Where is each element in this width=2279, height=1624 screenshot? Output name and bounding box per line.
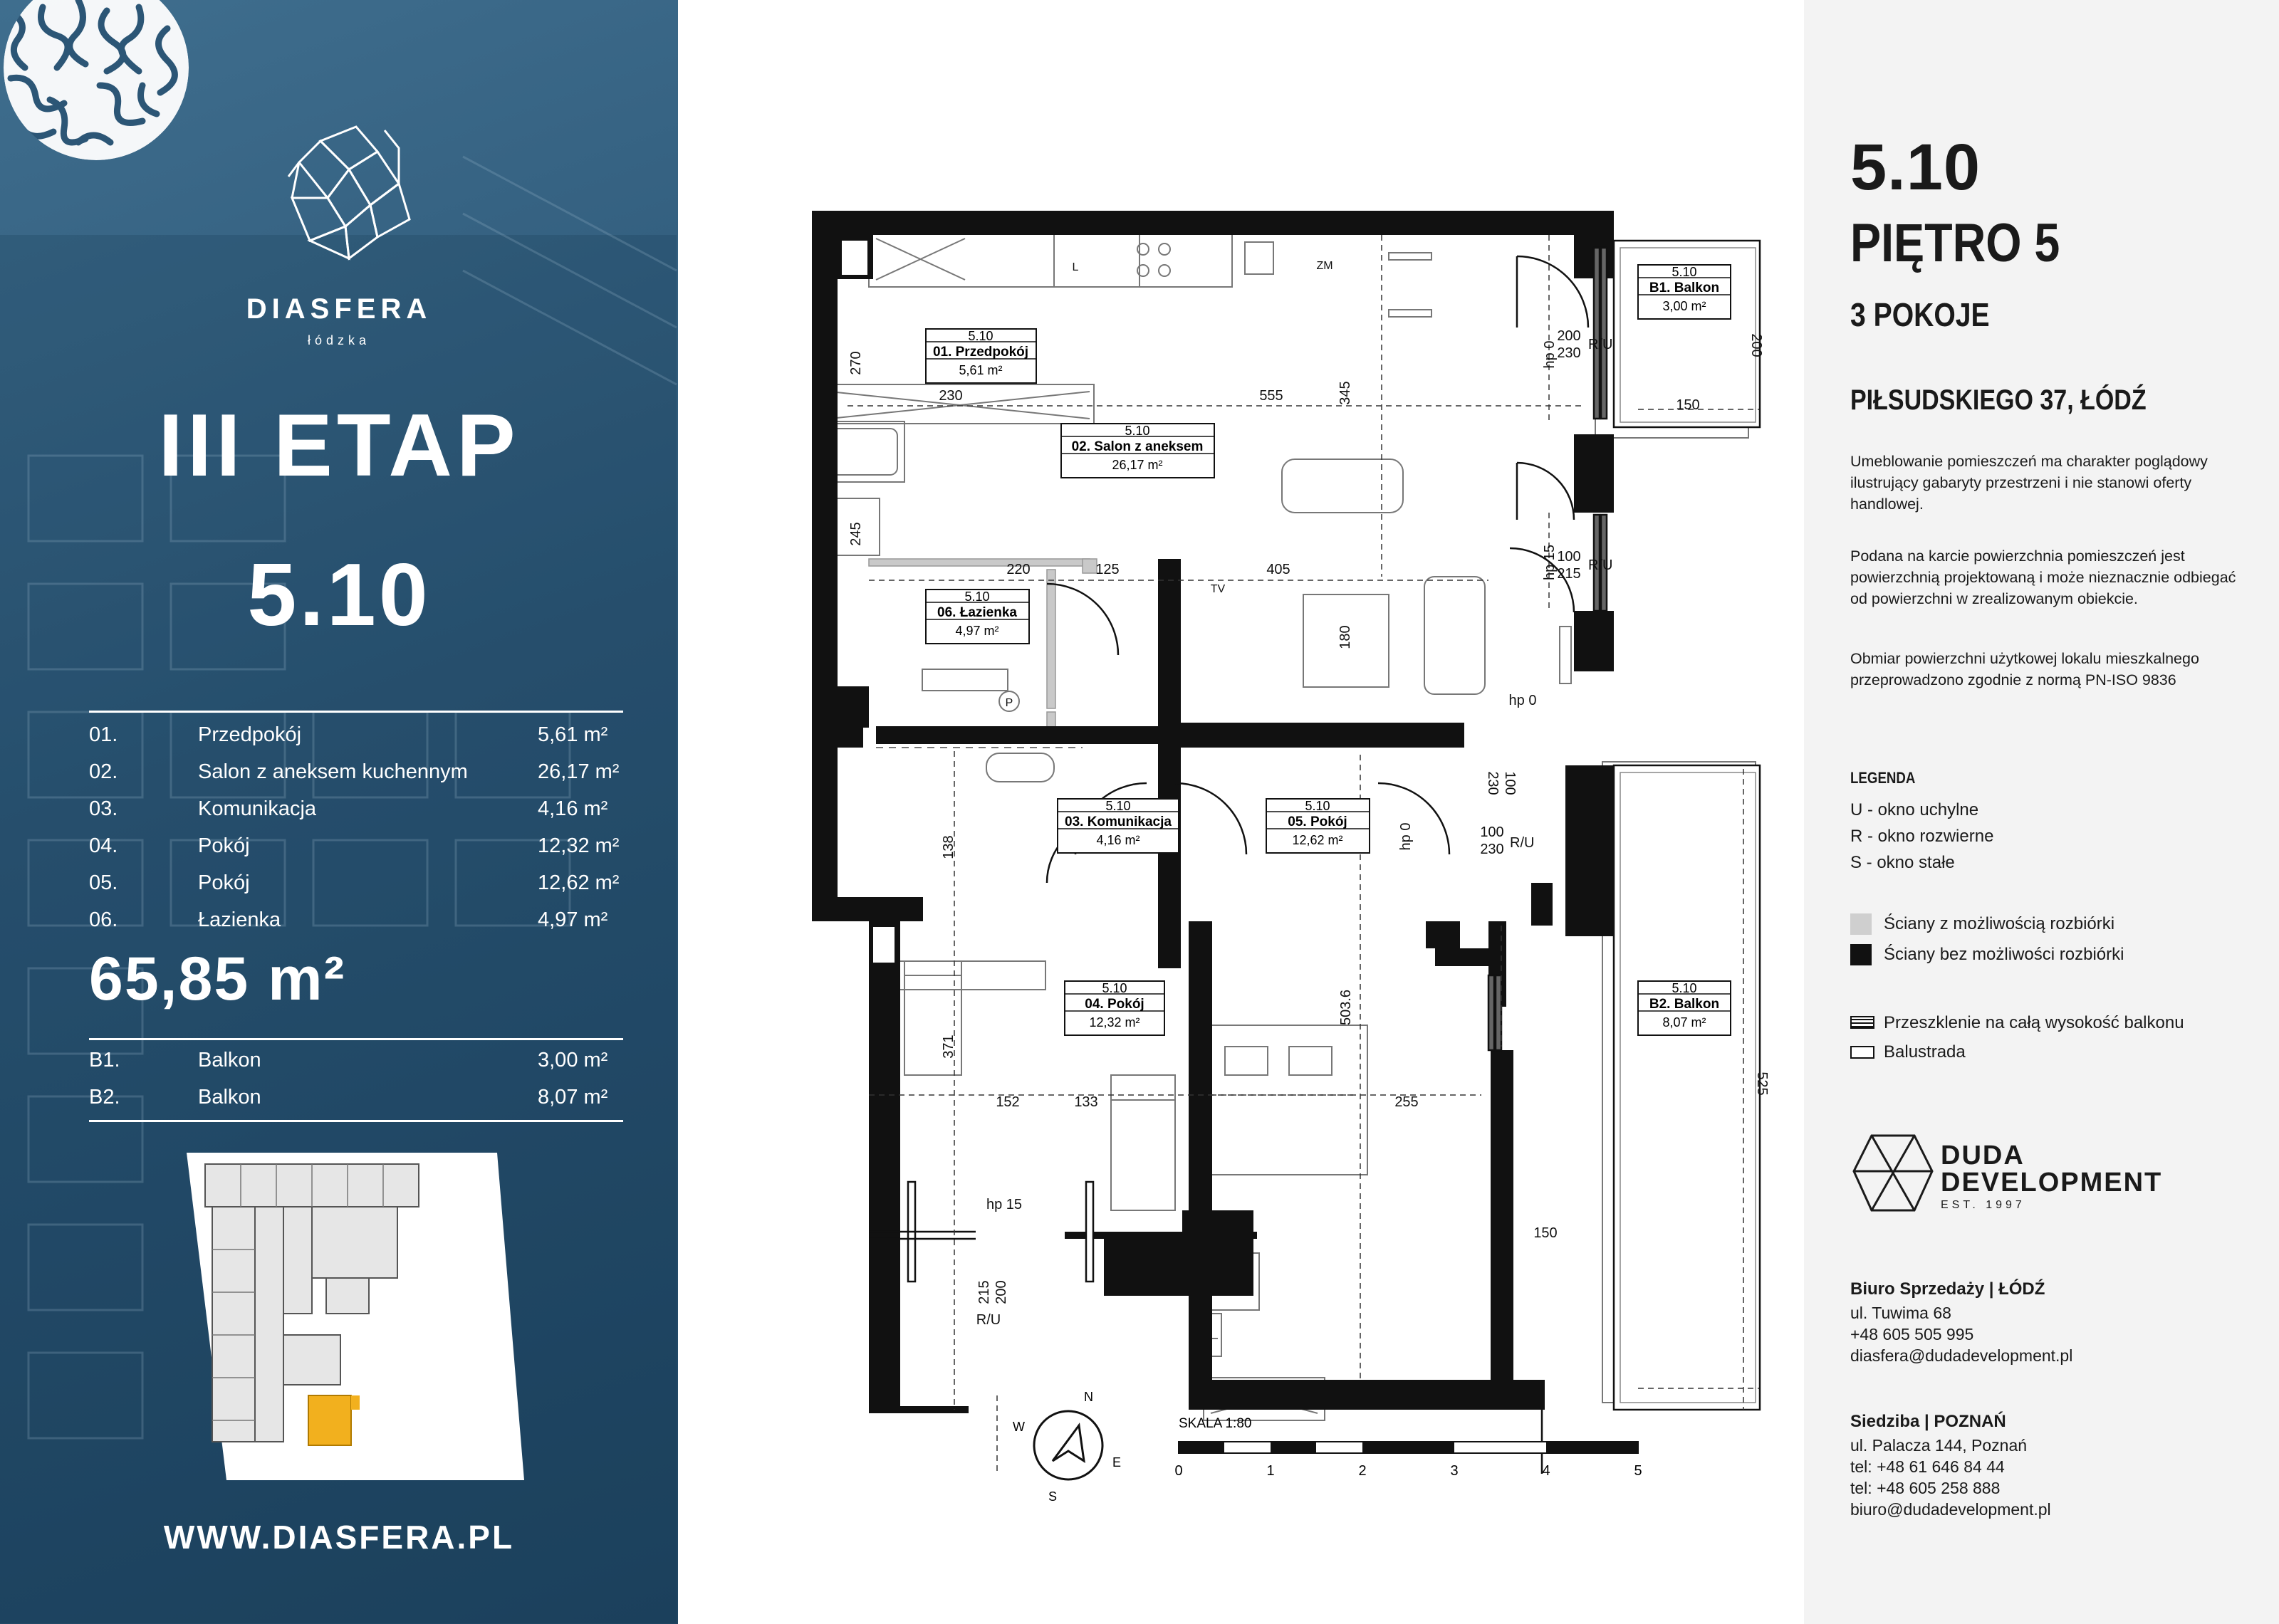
room-area: 12,62 m² <box>538 871 620 894</box>
threshold-label: hp 0 <box>1542 340 1558 369</box>
compass-w: W <box>1013 1420 1025 1434</box>
room-name: Pokój <box>198 834 250 857</box>
threshold-label: hp 15 <box>1542 544 1558 581</box>
room-area: 4,16 m² <box>538 797 608 820</box>
website-link[interactable]: WWW.DIASFERA.PL <box>163 1519 515 1556</box>
room-label-area: 3,00 m² <box>1662 299 1706 313</box>
dimension-value: 133 <box>1074 1094 1098 1110</box>
room-number: 03. <box>89 797 118 820</box>
office-line: ul. Palacza 144, Poznań <box>1850 1436 2028 1455</box>
window-type: R/U <box>1588 557 1613 573</box>
balcony-name: Balkon <box>198 1049 261 1072</box>
divider <box>89 1120 623 1122</box>
room-label-area: 12,62 m² <box>1292 833 1343 847</box>
room-label-area: 26,17 m² <box>1112 458 1163 472</box>
pattern-circle-icon <box>4 0 189 160</box>
room-name: Komunikacja <box>198 797 317 820</box>
brand-name: DIASFERA <box>246 293 432 325</box>
balcony-name: Balkon <box>198 1086 261 1109</box>
balustrade-swatch <box>1850 1046 1874 1059</box>
balcony-number: B2. <box>89 1086 120 1109</box>
office-line: ul. Tuwima 68 <box>1850 1304 1951 1322</box>
scale-tick: 3 <box>1450 1463 1459 1479</box>
compass-icon <box>1013 1390 1121 1504</box>
window-type: R/U <box>1588 337 1613 352</box>
floor-plan <box>776 171 1788 1516</box>
room-name: Łazienka <box>198 908 281 931</box>
dimension-value: 100 <box>1480 824 1504 840</box>
disclaimer-note: Podana na karcie powierzchnia pomieszczeń jest powierzchnią projektowaną i może nieznacznie odbiegać od powierzchni w zrealizowanym obiekcie. <box>1850 548 2236 607</box>
unit-number: 5.10 <box>1850 131 1981 204</box>
office-phone[interactable]: tel: +48 61 646 84 44 <box>1850 1457 2005 1476</box>
dimension-value: 270 <box>848 351 864 375</box>
office-phone[interactable]: +48 605 505 995 <box>1850 1325 1974 1343</box>
room-label-unit: 5.10 <box>964 590 990 604</box>
threshold-label: hp 0 <box>1508 693 1537 708</box>
dimension-value: 200 <box>1557 328 1581 344</box>
dimension-value: 200 <box>994 1280 1009 1304</box>
dimension-value: 230 <box>1485 771 1501 795</box>
dimension-value: 215 <box>976 1280 992 1304</box>
legend-item: Balustrada <box>1884 1042 1966 1062</box>
rooms-count: 3 POKOJE <box>1850 296 1990 333</box>
legend-item: U - okno uchylne <box>1850 800 1979 819</box>
room-name: Przedpokój <box>198 723 302 746</box>
shafts <box>842 241 895 963</box>
glazing-swatch <box>1850 1016 1874 1029</box>
room-number: 02. <box>89 760 118 783</box>
window-type: R/U <box>1510 835 1535 851</box>
scale-tick: 1 <box>1266 1463 1275 1479</box>
unit-number: 5.10 <box>247 546 431 644</box>
room-area: 5,61 m² <box>538 723 608 746</box>
dishwasher-label: ZM <box>1316 260 1333 272</box>
legend-title: LEGENDA <box>1850 769 1916 787</box>
room-label-unit: 5.10 <box>1305 799 1330 813</box>
dimension-value: 345 <box>1337 381 1353 405</box>
room-label-name: 04. Pokój <box>1085 997 1144 1012</box>
divider <box>89 1038 623 1040</box>
room-label-balkon-b1 <box>1638 265 1731 319</box>
room-label-unit: 5.10 <box>1672 265 1697 279</box>
company-est: EST. 1997 <box>1941 1199 2025 1211</box>
compass-s: S <box>1048 1489 1058 1504</box>
room-label-area: 8,07 m² <box>1662 1015 1706 1030</box>
office-title: Biuro Sprzedaży | ŁÓDŹ <box>1850 1279 2045 1299</box>
structural-walls <box>812 211 1614 1413</box>
dimension-value: 230 <box>1557 345 1581 361</box>
right-panel <box>1804 0 2279 1624</box>
dimension-value: 100 <box>1502 771 1518 795</box>
compass-n: N <box>1084 1390 1093 1404</box>
dimension-value: 138 <box>941 835 956 859</box>
company-name-line1: DUDA <box>1941 1141 2025 1170</box>
room-area: 4,97 m² <box>538 908 608 931</box>
room-label-name: 01. Przedpokój <box>932 345 1029 360</box>
legend-item: Ściany bez możliwości rozbiórki <box>1884 945 2124 964</box>
dimension-value: 230 <box>939 388 963 404</box>
room-label-balkon-b2 <box>1638 981 1731 1035</box>
removable-wall-swatch <box>1850 913 1872 935</box>
dimension-value: 503.6 <box>1338 989 1354 1026</box>
washer-label: P <box>1005 697 1013 709</box>
window-type: R/U <box>976 1312 1001 1328</box>
scale-tick: 4 <box>1542 1463 1550 1479</box>
dimension-value: 525 <box>1754 1072 1770 1096</box>
room-label-lazienka <box>926 590 1029 644</box>
duda-development-logo-icon <box>1850 1132 1936 1217</box>
dimension-value: 215 <box>1557 566 1581 582</box>
dimension-value: 255 <box>1394 1094 1419 1110</box>
room-label-area: 5,61 m² <box>959 363 1003 377</box>
scale-tick: 2 <box>1358 1463 1367 1479</box>
dimension-value: 371 <box>941 1034 956 1059</box>
office-email[interactable]: biuro@dudadevelopment.pl <box>1850 1500 2051 1519</box>
address: PIŁSUDSKIEGO 37, ŁÓDŹ <box>1850 384 2147 416</box>
disclaimer-note: Umeblowanie pomieszczeń ma charakter poglądowy ilustrujący gabaryty przestrzeni i nie stanowi oferty handlowej. <box>1850 453 2208 513</box>
room-label-area: 12,32 m² <box>1089 1015 1140 1030</box>
balcony-number: B1. <box>89 1049 120 1072</box>
room-area: 26,17 m² <box>538 760 620 783</box>
room-label-przedpokoj <box>926 329 1036 383</box>
room-label-name: 05. Pokój <box>1288 814 1347 829</box>
room-number: 04. <box>89 834 118 857</box>
compass-e: E <box>1112 1455 1122 1470</box>
room-label-name: 02. Salon z aneksem <box>1071 439 1204 454</box>
dimension-value: 180 <box>1337 625 1353 649</box>
threshold-label: hp 15 <box>986 1197 1023 1212</box>
structural-wall-swatch <box>1850 944 1872 965</box>
room-label-name: 06. Łazienka <box>937 605 1017 620</box>
dimension-value: 150 <box>1676 397 1700 413</box>
total-area: 65,85 m² <box>89 945 346 1013</box>
room-label-unit: 5.10 <box>1102 981 1127 995</box>
room-label-unit: 5.10 <box>1672 981 1697 995</box>
stage-title: III ETAP <box>158 397 520 495</box>
unit-highlight <box>308 1395 351 1445</box>
dimension-value: 150 <box>1533 1225 1558 1241</box>
room-label-komunikacja <box>1058 799 1179 853</box>
tv-label: TV <box>1210 583 1226 595</box>
office-title: Siedziba | POZNAŃ <box>1850 1412 2006 1431</box>
room-number: 01. <box>89 723 118 746</box>
scale-tick: 0 <box>1174 1463 1183 1479</box>
divider <box>89 711 623 713</box>
legend-item: R - okno rozwierne <box>1850 827 1994 846</box>
legend-item: S - okno stałe <box>1850 853 1955 872</box>
room-label-name: 03. Komunikacja <box>1065 814 1172 829</box>
office-email[interactable]: diasfera@dudadevelopment.pl <box>1850 1346 2073 1365</box>
room-number: 05. <box>89 871 118 894</box>
scale-bar <box>1174 1416 1642 1479</box>
scale-tick: 5 <box>1634 1463 1642 1479</box>
brand-subtitle: łódzka <box>307 333 371 347</box>
dimension-value: 245 <box>848 522 864 546</box>
building-key-plan <box>184 1150 526 1484</box>
room-label-unit: 5.10 <box>968 329 994 343</box>
room-label-area: 4,16 m² <box>1096 833 1140 847</box>
balconies <box>1488 241 1760 1410</box>
room-label-pokoj-05 <box>1266 799 1370 853</box>
dimension-value: 152 <box>996 1094 1020 1110</box>
room-number: 06. <box>89 908 118 931</box>
balcony-area: 8,07 m² <box>538 1086 608 1109</box>
company-name-line2: DEVELOPMENT <box>1941 1168 2163 1198</box>
scale-label: SKALA 1:80 <box>1179 1416 1252 1431</box>
room-label-salon <box>1061 424 1214 478</box>
room-label-unit: 5.10 <box>1105 799 1131 813</box>
left-panel <box>0 0 678 1624</box>
room-label-unit: 5.10 <box>1125 424 1150 438</box>
room-label-name: B2. Balkon <box>1649 997 1720 1012</box>
room-label-name: B1. Balkon <box>1649 281 1720 295</box>
threshold-label: hp 0 <box>1398 822 1414 851</box>
dimension-value: 100 <box>1557 549 1581 565</box>
room-area: 12,32 m² <box>538 834 620 857</box>
legend-item: Ściany z możliwością rozbiórki <box>1884 914 2115 933</box>
balcony-area: 3,00 m² <box>538 1049 608 1072</box>
room-label-pokoj-04 <box>1065 981 1164 1035</box>
diasfera-logo-icon <box>278 120 420 269</box>
legend-item: Przeszklenie na całą wysokość balkonu <box>1884 1013 2184 1032</box>
room-name: Pokój <box>198 871 250 894</box>
floor-label: PIĘTRO 5 <box>1850 213 2060 273</box>
dimension-value: 220 <box>1006 562 1031 577</box>
office-phone[interactable]: tel: +48 605 258 888 <box>1850 1479 2001 1497</box>
disclaimer-note: Obmiar powierzchni użytkowej lokalu mieszkalnego przeprowadzono zgodnie z normą PN-ISO 9836 <box>1850 650 2199 688</box>
dimension-value: 555 <box>1259 388 1283 404</box>
dimension-value: 230 <box>1480 842 1504 857</box>
room-name: Salon z aneksem kuchennym <box>198 760 468 783</box>
dimension-value: 405 <box>1266 562 1290 577</box>
dimension-value: 200 <box>1748 333 1764 357</box>
fridge-label: L <box>1072 261 1079 273</box>
room-label-area: 4,97 m² <box>955 624 999 638</box>
dimension-value: 125 <box>1095 562 1120 577</box>
